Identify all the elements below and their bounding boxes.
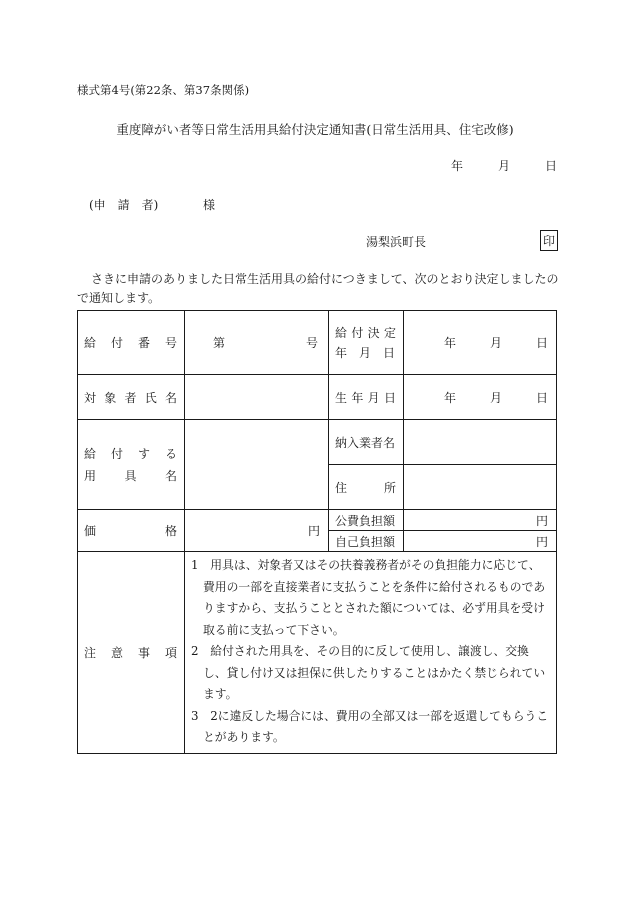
birth-date-label: [329, 375, 404, 420]
note-item-1: 1 用具は、対象者又はその扶養義務者がその負担能力に応じて、費用の一部を直接業者に支払うことを条件に給付されるものでありますから、支払うこととされた額については、必ず用具を受け取る前に支払って下さい。: [191, 558, 546, 637]
row-equipment-a: [78, 420, 557, 465]
self-burden-yen: 円: [535, 534, 548, 549]
label-char: 項: [164, 645, 177, 660]
grant-number-value: [185, 311, 329, 375]
label-char: 給: [84, 336, 97, 350]
label-char: 事: [137, 645, 150, 660]
label-char: 生: [335, 390, 348, 405]
notes-label: [78, 552, 185, 754]
public-burden-value: [404, 510, 557, 531]
supplier-name-label: 納入業者名: [329, 420, 404, 465]
price-yen: 円: [307, 524, 320, 538]
label-char: 年: [335, 345, 348, 360]
label-char: す: [137, 446, 150, 461]
equipment-name-label: [78, 420, 185, 510]
label-char: 具: [124, 468, 137, 483]
decision-date-value: [404, 311, 557, 375]
recipient-name-value: [185, 375, 329, 420]
price-label: [78, 510, 185, 552]
label-char: 氏: [144, 390, 157, 405]
notes-content: [185, 552, 557, 754]
applicant-label: (申 請 者): [89, 198, 159, 212]
number-suffix: 号: [305, 336, 318, 350]
row-recipient: [78, 375, 557, 420]
document-title: 重度障がい者等日常生活用具給付決定通知書(日常生活用具、住宅改修): [116, 122, 514, 137]
label-char: 付: [110, 336, 123, 350]
number-prefix: 第: [213, 336, 226, 350]
intro-text: さきに申請のありました日常生活用具の給付につきまして、次のとおり決定しましたので通知します。: [77, 272, 559, 305]
self-burden-label: 自己負担額: [329, 531, 404, 552]
label-char: 月: [367, 390, 380, 405]
address-label: [329, 465, 404, 510]
label-char: 年: [443, 336, 456, 350]
label-char: 格: [164, 524, 177, 538]
label-char: 定: [383, 325, 396, 340]
applicant-honorific: 様: [203, 198, 216, 212]
label-char: 日: [535, 390, 548, 405]
label-char: 年: [351, 390, 364, 405]
label-char: 番: [137, 336, 150, 350]
label-char: 価: [84, 524, 97, 538]
label-char: 意: [110, 645, 123, 660]
public-burden-label: 公費負担額: [329, 510, 404, 531]
label-char: 者: [124, 390, 137, 405]
label-char: 月: [358, 345, 371, 360]
date-year-label: 年: [451, 159, 464, 173]
label-char: 名: [164, 390, 177, 405]
label-char: 月: [489, 336, 502, 350]
price-value: [185, 510, 329, 552]
label-char: 住: [335, 480, 348, 495]
label-char: る: [164, 446, 177, 461]
label-char: 年: [443, 390, 456, 405]
label-char: 象: [104, 390, 117, 405]
row-notes: [78, 552, 557, 754]
label-char: 付: [110, 446, 123, 461]
label-char: 日: [383, 390, 396, 405]
equipment-name-value: [185, 420, 329, 510]
label-char: 給: [84, 446, 97, 461]
seal-mark: 印: [540, 230, 558, 251]
label-char: 所: [383, 480, 396, 495]
label-char: 日: [382, 345, 395, 360]
label-char: 号: [164, 336, 177, 350]
grant-number-label: [78, 311, 185, 375]
row-grant-number: [78, 311, 557, 375]
form-reference: 様式第4号(第22条、第37条関係): [77, 83, 250, 97]
self-burden-value: [404, 531, 557, 552]
label-char: 注: [84, 645, 97, 660]
birth-date-value: [404, 375, 557, 420]
row-price-a: [78, 510, 557, 531]
supplier-name-value: [404, 420, 557, 465]
label-char: 決: [367, 325, 380, 340]
note-item-3: 3 2に違反した場合には、費用の全部又は一部を返還してもらうことがあります。: [191, 708, 549, 744]
label-char: 月: [489, 390, 502, 405]
label-char: 名: [164, 468, 177, 483]
address-value: [404, 465, 557, 510]
date-day-label: 日: [545, 159, 558, 173]
label-char: 用: [84, 468, 97, 483]
public-burden-yen: 円: [535, 513, 548, 528]
recipient-name-label: [78, 375, 185, 420]
label-char: 日: [535, 336, 548, 350]
decision-date-label: [329, 311, 404, 375]
issuer-name: 湯梨浜町長: [366, 235, 427, 249]
label-char: 対: [84, 390, 97, 405]
label-char: 付: [351, 325, 364, 340]
decision-table: [77, 310, 557, 754]
date-month-label: 月: [498, 159, 511, 173]
note-item-2: 2 給付された用具を、その目的に反して使用し、譲渡し、交換し、貸し付け又は担保に供したりすることはかたく禁じられています。: [191, 644, 546, 701]
label-char: 給: [335, 325, 348, 340]
